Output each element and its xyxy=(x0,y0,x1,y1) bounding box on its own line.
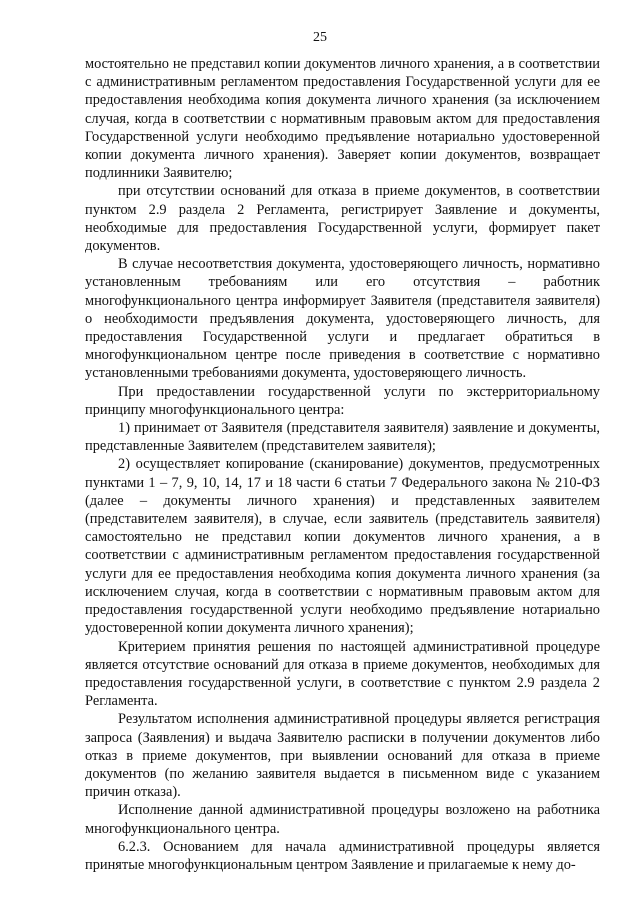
paragraph-section-6-2-3: 6.2.3. Основанием для начала административной процедуры является принятые многофункциональным центром Заявление и прилагаемые к нему до- xyxy=(85,838,600,873)
paragraph-registration: при отсутствии оснований для отказа в приеме документов, в соответствии пунктом 2.9 раздела 2 Регламента, регистрирует Заявление и документы, необходимые для предоставления Государственной услуги, формирует пакет документов. xyxy=(85,183,600,255)
list-item-1: 1) принимает от Заявителя (представителя заявителя) заявление и документы, представленные Заявителем (представителем заявителя); xyxy=(85,420,600,455)
paragraph-responsible-worker: Исполнение данной административной процедуры возложено на работника многофункционального центра. xyxy=(85,802,600,837)
paragraph-procedure-result: Результатом исполнения административной процедуры является регистрация запроса (Заявления) и выдача Заявителю расписки в получении документов либо отказ в приеме документов, при выявлении оснований для отказа в приеме документов (по желанию заявителя выдается в письменном виде с указанием причин отказа). xyxy=(85,711,600,801)
paragraph-decision-criterion: Критерием принятия решения по настоящей административной процедуре является отсутствие оснований для отказа в приеме документов, необходимых для предоставления государственной услуги, в соответствие с пунктом 2.9 раздела 2 Регламента. xyxy=(85,638,600,710)
paragraph-identity-mismatch: В случае несоответствия документа, удостоверяющего личность, нормативно установленным требованиям или его отсутствия – работник многофункционального центра информирует Заявителя (представителя заявителя) о необходимости предъявления документа, удостоверяющего личность, для предоставления Государственной услуги и предлагает обратиться в многофункциональном центре после приведения в соответствие с нормативно установленными требованиями документа, удостоверяющего личность. xyxy=(85,256,600,382)
paragraph-extraterritorial-intro: При предоставлении государственной услуги по экстерриториальному принципу многофункционального центра: xyxy=(85,383,600,418)
list-item-2: 2) осуществляет копирование (сканирование) документов, предусмотренных пунктами 1 – 7, 9, 10, 14, 17 и 18 части 6 статьи 7 Федерального закона № 210-ФЗ (далее – документы личного хранения) и представленных заявителем (представителем заявителя), в случае, если заявитель (представитель заявителя) самостоятельно не представил копии документов личного хранения, а в соответствии с административным регламентом предоставления государственной услуги для ее предоставления необходима копия документа личного хранения (за исключением случая, когда в соответствии с нормативным правовым актом для предоставления государственной услуги необходимо предъявление нотариально удостоверенной копии документа личного хранения); xyxy=(85,456,600,637)
paragraph-continuation: мостоятельно не представил копии документов личного хранения, а в соответствии с административным регламентом предоставления Государственной услуги для ее предоставления необходима копия документа личного хранения (за исключением случая, когда в соответствии с нормативным правовым актом для предоставления Государственной услуги необходимо предъявление нотариально удостоверенной копии документа личного хранения). Заверяет копии документов, возвращает подлинники Заявителю; xyxy=(85,56,600,182)
page-number: 25 xyxy=(313,30,327,45)
document-body xyxy=(85,55,600,874)
